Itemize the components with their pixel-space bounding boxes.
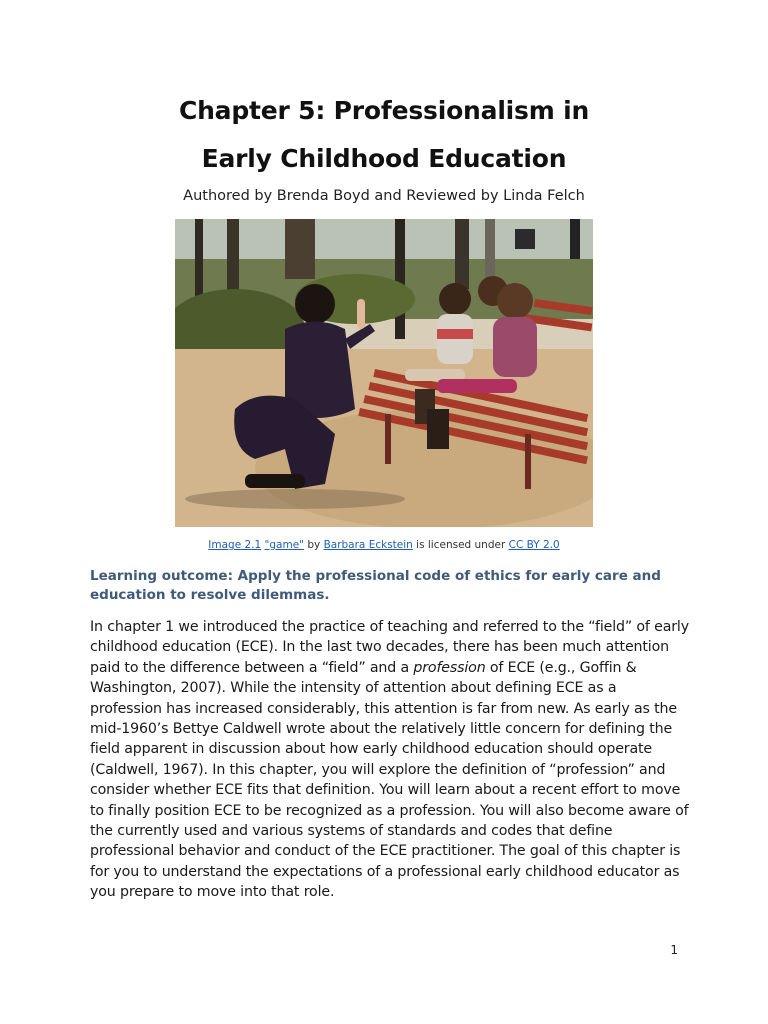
license-link[interactable]: CC BY 2.0	[508, 539, 560, 551]
body-paragraph	[90, 617, 690, 903]
chapter-title-line-1: Chapter 5: Professionalism in	[178, 96, 590, 125]
image-reference-link[interactable]: Image 2.1	[208, 539, 262, 551]
learning-outcome: Learning outcome: Apply the professional code of ethics for early care and education to resolve dilemmas.	[90, 568, 661, 603]
photo-teacher-with-children	[175, 219, 593, 527]
body-text-part-1: In chapter 1 we introduced the practice of teaching and referred to the “field” of early childhood education (ECE). In the last two decades, there has been much attention paid to the difference between a “field” and a	[90, 619, 689, 676]
chapter-title-line-2: Early Childhood Education	[201, 144, 567, 173]
body-text-part-2: of ECE (e.g., Goffin & Washington, 2007). While the intensity of attention about defining ECE as a profession has increased considerably, this attention is far from new. As early as the mid-1960’s Bettye Caldwell wrote about the relatively little concern for defining the field apparent in discussion about how early childhood education should operate (Caldwell, 1967). In this chapter, you will explore the definition of “profession” and consider whether ECE fits that definition. You will learn about a recent effort to move to finally position ECE to be recognized as a profession. You will also become aware of the currently used and various systems of standards and codes that define professional behavior and conduct of the ECE practitioner. The goal of this chapter is for you to understand the expectations of a professional early childhood educator as you prepare to move into that role.	[90, 659, 689, 901]
image-caption	[0, 539, 768, 551]
author-byline: Authored by Brenda Boyd and Reviewed by Linda Felch	[183, 188, 585, 204]
caption-license-text: is licensed under	[412, 539, 509, 551]
image-author-link[interactable]: Barbara Eckstein	[323, 539, 413, 551]
caption-by-text: by	[304, 539, 324, 551]
image-title-link[interactable]: "game"	[264, 539, 304, 551]
body-text-emphasis: profession	[413, 659, 486, 676]
page-number: 1	[670, 943, 678, 957]
